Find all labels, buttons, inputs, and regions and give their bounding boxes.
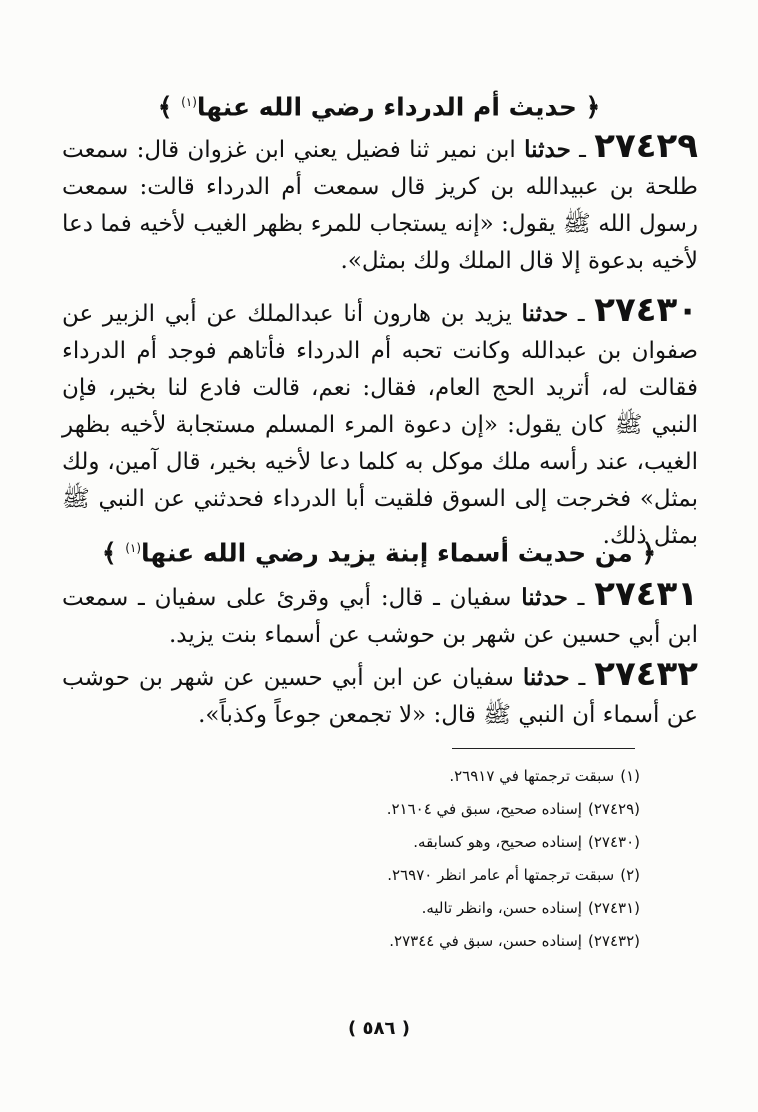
hadith-keyword: حدثنا — [522, 664, 570, 691]
hadith-text: ابن نمير ثنا فضيل يعني ابن غزوان قال: سمعت طلحة بن عبيدالله بن كريز قال سمعت أم الدرداء قالت: سمعت رسول الله ﷺ يقول: «إنه يستجاب للمرء بظهر الغيب لأخيه فما دعا لأخيه بدعوة إلا قال الملك ولك بمثل». — [62, 137, 698, 274]
footnote-ref: (١) — [181, 95, 197, 109]
footnote-id: (٢٧٤٣١) — [587, 899, 640, 917]
footnote-item — [80, 826, 640, 859]
footnote-separator — [452, 748, 635, 749]
hadith-dash: ـ — [568, 301, 595, 327]
footnote-text: إسناده حسن، وانظر تاليه. — [421, 899, 582, 917]
hadith-keyword: حدثنا — [524, 136, 571, 163]
footnote-text: سبقت ترجمتها في ٢٦٩١٧. — [449, 767, 615, 785]
page-number: ( ٥٨٦ ) — [348, 1018, 410, 1039]
section-heading-umm-darda — [60, 84, 698, 125]
hadith-text: سفيان عن ابن أبي حسين عن شهر بن حوشب عن أسماء أن النبي ﷺ قال: «لا تجمعن جوعاً وكذباً». — [62, 665, 698, 728]
heading-close: ﴾ — [101, 538, 126, 568]
footnotes — [80, 760, 640, 958]
footnote-item — [80, 892, 640, 925]
hadith-number: ٢٧٤٣٢ — [594, 654, 698, 694]
hadith-number: ٢٧٤٣١ — [594, 574, 698, 614]
footnote-id: (٢) — [620, 866, 640, 884]
footnote-ref: (١) — [125, 541, 142, 555]
hadith-dash: ـ — [569, 665, 595, 691]
hadith-number: ٢٧٤٢٩ — [594, 126, 698, 166]
footnote-id: (٢٧٤٣٠) — [587, 833, 640, 851]
footnote-id: (٢٧٤٢٩) — [587, 800, 640, 818]
footnote-item — [80, 925, 640, 958]
hadith-keyword: حدثنا — [521, 584, 568, 611]
hadith-text: سفيان ـ قال: أبي وقرئ على سفيان ـ سمعت ابن أبي حسين عن شهر بن حوشب عن أسماء بنت يزيد. — [62, 585, 698, 648]
footnote-text: إسناده صحيح، وهو كسابقه. — [413, 833, 582, 851]
heading-text: ﴿ من حديث أسماء إبنة يزيد رضي الله عنها — [141, 538, 657, 568]
heading-close: ﴾ — [157, 92, 182, 122]
footnote-id: (١) — [620, 767, 640, 785]
hadith-text: يزيد بن هارون أنا عبدالملك عن أبي الزبير عن صفوان بن عبدالله وكانت تحبه أم الدرداء فأتاهم فوجد أم الدرداء فقالت له، أتريد الحج العام، فقال: نعم، قالت فادع لنا بخير، فإن النبي ﷺ كان يقول: «إن دعوة المرء المسلم مستجابة لأخيه بظهر الغيب، عند رأسه ملك موكل به كلما دعا لأخيه بخير، قال آمين، ولك بمثل» فخرجت إلى السوق فلقيت أبا الدرداء فحدثني عن النبي ﷺ بمثل ذلك. — [62, 301, 698, 549]
section-heading-asma — [60, 530, 698, 571]
footnote-item — [80, 793, 640, 826]
footnote-id: (٢٧٤٣٢) — [587, 932, 640, 950]
hadith-27432 — [62, 656, 698, 734]
hadith-keyword: حدثنا — [521, 300, 569, 327]
hadith-27430 — [62, 292, 698, 555]
heading-text: ﴿ حديث أم الدرداء رضي الله عنها — [196, 92, 601, 122]
footnote-item — [80, 760, 640, 793]
hadith-dash: ـ — [567, 585, 595, 611]
footnote-item — [80, 859, 640, 892]
footnote-text: سبقت ترجمتها أم عامر انظر ٢٦٩٧٠. — [387, 866, 615, 884]
hadith-dash: ـ — [570, 137, 595, 163]
hadith-27431 — [62, 576, 698, 654]
hadith-number: ٢٧٤٣٠ — [594, 290, 698, 330]
footnote-text: إسناده صحيح، سبق في ٢١٦٠٤. — [386, 800, 582, 818]
footnote-text: إسناده حسن، سبق في ٢٧٣٤٤. — [389, 932, 582, 950]
hadith-27429 — [62, 128, 698, 280]
